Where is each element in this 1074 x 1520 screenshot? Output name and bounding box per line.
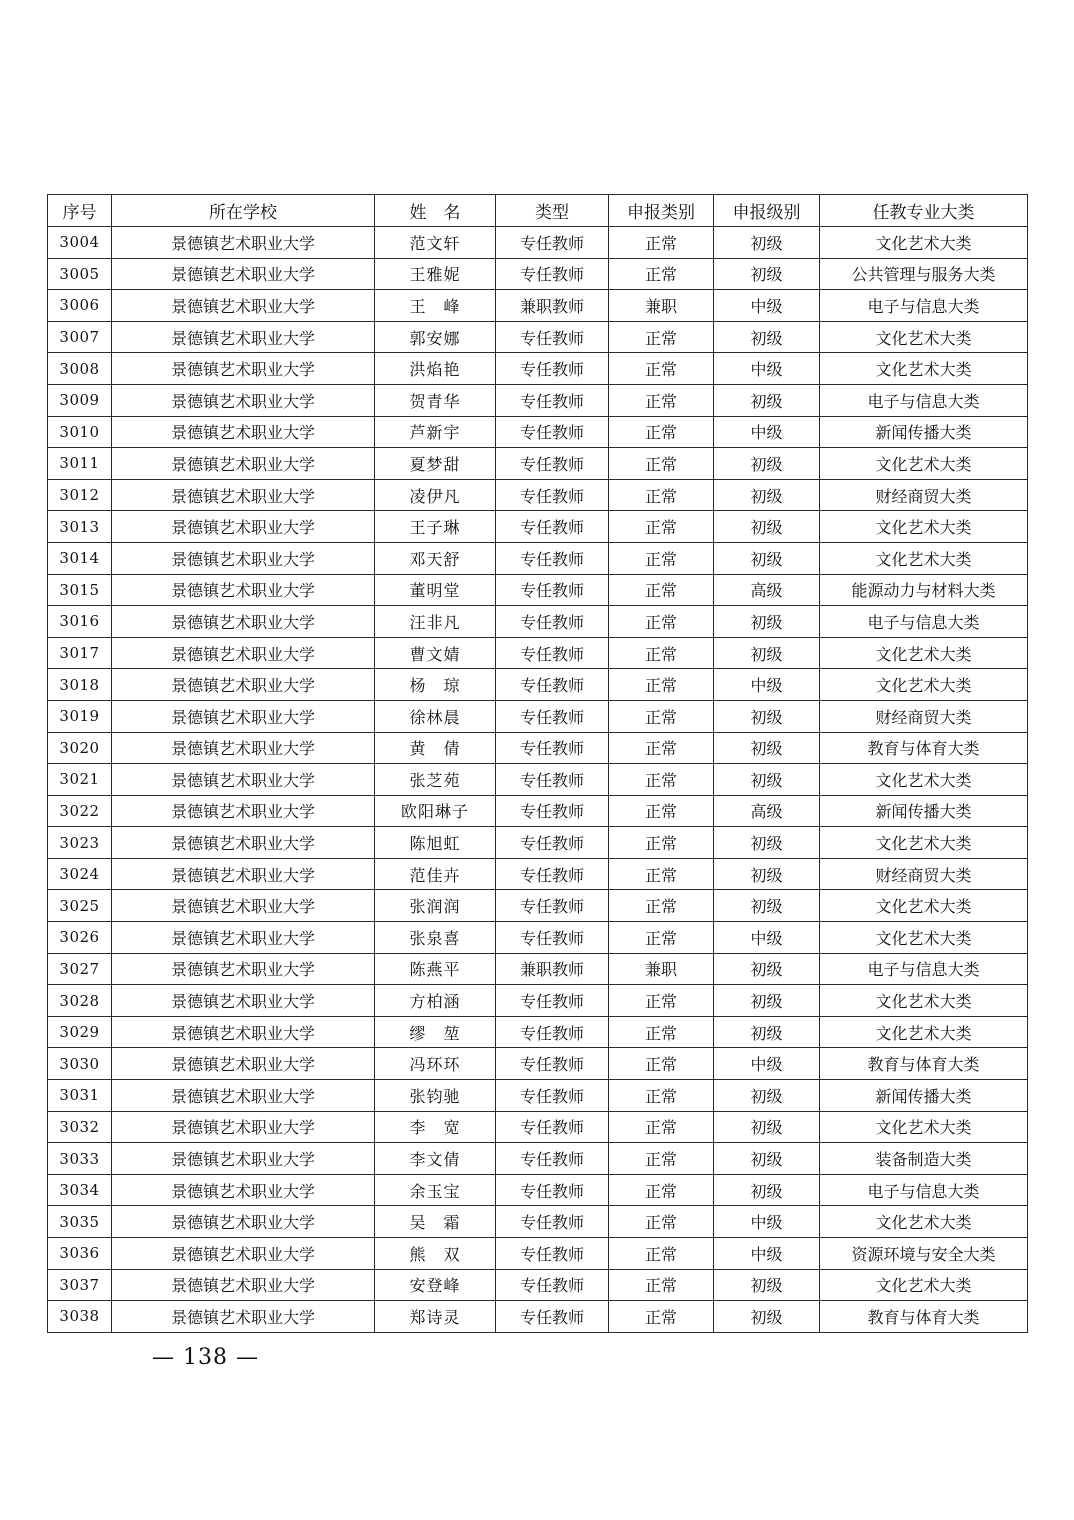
table-row: [48, 511, 1028, 543]
cell-school: 景德镇艺术职业大学: [112, 1206, 375, 1238]
cell-major-category: 文化艺术大类: [820, 669, 1028, 701]
cell-name: 王雅妮: [375, 258, 496, 290]
cell-seq: 3023: [48, 827, 112, 859]
cell-major-category: 文化艺术大类: [820, 448, 1028, 480]
cell-major-category: 教育与体育大类: [820, 732, 1028, 764]
cell-seq: 3005: [48, 258, 112, 290]
cell-major-category: 文化艺术大类: [820, 637, 1028, 669]
cell-name: 张泉喜: [375, 922, 496, 954]
cell-apply-category: 正常: [609, 448, 714, 480]
cell-apply-category: 正常: [609, 321, 714, 353]
cell-major-category: 文化艺术大类: [820, 1111, 1028, 1143]
cell-type: 专任教师: [496, 258, 609, 290]
cell-school: 景德镇艺术职业大学: [112, 542, 375, 574]
cell-apply-category: 兼职: [609, 290, 714, 322]
table-row: [48, 384, 1028, 416]
cell-apply-level: 初级: [714, 606, 820, 638]
cell-seq: 3038: [48, 1301, 112, 1333]
cell-apply-level: 中级: [714, 353, 820, 385]
cell-apply-level: 初级: [714, 1301, 820, 1333]
cell-apply-level: 初级: [714, 827, 820, 859]
cell-name: 李 宽: [375, 1111, 496, 1143]
cell-type: 专任教师: [496, 1143, 609, 1175]
cell-name: 洪焰艳: [375, 353, 496, 385]
cell-apply-level: 中级: [714, 1238, 820, 1270]
cell-seq: 3031: [48, 1080, 112, 1112]
cell-apply-category: 正常: [609, 1080, 714, 1112]
cell-apply-category: 正常: [609, 606, 714, 638]
cell-school: 景德镇艺术职业大学: [112, 353, 375, 385]
cell-seq: 3012: [48, 479, 112, 511]
cell-type: 专任教师: [496, 985, 609, 1017]
table-body: [48, 227, 1028, 1333]
table-row: [48, 448, 1028, 480]
table-row: [48, 1269, 1028, 1301]
cell-apply-category: 正常: [609, 1174, 714, 1206]
cell-type: 专任教师: [496, 542, 609, 574]
cell-apply-category: 正常: [609, 384, 714, 416]
cell-name: 汪非凡: [375, 606, 496, 638]
table-row: [48, 827, 1028, 859]
cell-major-category: 文化艺术大类: [820, 353, 1028, 385]
cell-apply-category: 正常: [609, 353, 714, 385]
cell-major-category: 文化艺术大类: [820, 1206, 1028, 1238]
cell-major-category: 文化艺术大类: [820, 511, 1028, 543]
cell-type: 专任教师: [496, 511, 609, 543]
cell-seq: 3034: [48, 1174, 112, 1206]
cell-school: 景德镇艺术职业大学: [112, 858, 375, 890]
header-seq: 序号: [48, 195, 112, 227]
cell-major-category: 新闻传播大类: [820, 1080, 1028, 1112]
cell-apply-category: 正常: [609, 890, 714, 922]
cell-school: 景德镇艺术职业大学: [112, 827, 375, 859]
cell-type: 专任教师: [496, 1238, 609, 1270]
cell-seq: 3018: [48, 669, 112, 701]
cell-seq: 3015: [48, 574, 112, 606]
cell-type: 专任教师: [496, 574, 609, 606]
cell-school: 景德镇艺术职业大学: [112, 953, 375, 985]
table-row: [48, 321, 1028, 353]
cell-apply-level: 中级: [714, 416, 820, 448]
cell-name: 范文轩: [375, 227, 496, 259]
cell-apply-category: 正常: [609, 1016, 714, 1048]
cell-apply-level: 初级: [714, 1269, 820, 1301]
table-row: [48, 1048, 1028, 1080]
cell-school: 景德镇艺术职业大学: [112, 1143, 375, 1175]
cell-type: 专任教师: [496, 890, 609, 922]
cell-type: 专任教师: [496, 732, 609, 764]
cell-major-category: 文化艺术大类: [820, 1016, 1028, 1048]
cell-seq: 3032: [48, 1111, 112, 1143]
cell-major-category: 能源动力与材料大类: [820, 574, 1028, 606]
cell-apply-level: 中级: [714, 922, 820, 954]
cell-school: 景德镇艺术职业大学: [112, 574, 375, 606]
cell-apply-level: 初级: [714, 1016, 820, 1048]
cell-name: 欧阳琳子: [375, 795, 496, 827]
cell-type: 专任教师: [496, 448, 609, 480]
cell-apply-level: 初级: [714, 732, 820, 764]
cell-seq: 3030: [48, 1048, 112, 1080]
table-row: [48, 890, 1028, 922]
cell-seq: 3027: [48, 953, 112, 985]
cell-apply-level: 高级: [714, 574, 820, 606]
table-row: [48, 1080, 1028, 1112]
cell-name: 吴 霜: [375, 1206, 496, 1238]
cell-seq: 3014: [48, 542, 112, 574]
cell-school: 景德镇艺术职业大学: [112, 290, 375, 322]
cell-major-category: 资源环境与安全大类: [820, 1238, 1028, 1270]
table-row: [48, 290, 1028, 322]
header-apply-category: 申报类别: [609, 195, 714, 227]
cell-type: 专任教师: [496, 1269, 609, 1301]
cell-school: 景德镇艺术职业大学: [112, 985, 375, 1017]
cell-apply-category: 正常: [609, 795, 714, 827]
cell-school: 景德镇艺术职业大学: [112, 700, 375, 732]
cell-apply-category: 正常: [609, 1238, 714, 1270]
cell-type: 专任教师: [496, 827, 609, 859]
cell-major-category: 装备制造大类: [820, 1143, 1028, 1175]
cell-apply-category: 正常: [609, 542, 714, 574]
cell-name: 夏梦甜: [375, 448, 496, 480]
cell-name: 安登峰: [375, 1269, 496, 1301]
cell-school: 景德镇艺术职业大学: [112, 606, 375, 638]
cell-name: 邓天舒: [375, 542, 496, 574]
cell-major-category: 文化艺术大类: [820, 542, 1028, 574]
cell-school: 景德镇艺术职业大学: [112, 1016, 375, 1048]
cell-major-category: 电子与信息大类: [820, 384, 1028, 416]
cell-name: 徐林晨: [375, 700, 496, 732]
table-row: [48, 1238, 1028, 1270]
roster-table: [47, 194, 1028, 1333]
cell-apply-level: 初级: [714, 858, 820, 890]
cell-apply-level: 初级: [714, 384, 820, 416]
cell-name: 缪 堃: [375, 1016, 496, 1048]
cell-type: 专任教师: [496, 1111, 609, 1143]
cell-seq: 3025: [48, 890, 112, 922]
cell-apply-category: 正常: [609, 479, 714, 511]
cell-apply-category: 正常: [609, 827, 714, 859]
cell-school: 景德镇艺术职业大学: [112, 1080, 375, 1112]
cell-major-category: 新闻传播大类: [820, 795, 1028, 827]
cell-name: 方柏涵: [375, 985, 496, 1017]
cell-name: 陈燕平: [375, 953, 496, 985]
cell-apply-level: 初级: [714, 448, 820, 480]
cell-apply-level: 中级: [714, 1206, 820, 1238]
cell-type: 专任教师: [496, 637, 609, 669]
cell-major-category: 文化艺术大类: [820, 1269, 1028, 1301]
cell-apply-level: 初级: [714, 890, 820, 922]
cell-major-category: 文化艺术大类: [820, 985, 1028, 1017]
cell-seq: 3010: [48, 416, 112, 448]
cell-apply-level: 高级: [714, 795, 820, 827]
cell-name: 杨 琼: [375, 669, 496, 701]
cell-seq: 3019: [48, 700, 112, 732]
cell-type: 专任教师: [496, 922, 609, 954]
cell-school: 景德镇艺术职业大学: [112, 384, 375, 416]
cell-apply-category: 正常: [609, 858, 714, 890]
cell-major-category: 电子与信息大类: [820, 1174, 1028, 1206]
table-row: [48, 227, 1028, 259]
cell-seq: 3016: [48, 606, 112, 638]
cell-school: 景德镇艺术职业大学: [112, 1238, 375, 1270]
cell-name: 王 峰: [375, 290, 496, 322]
cell-seq: 3009: [48, 384, 112, 416]
cell-name: 黄 倩: [375, 732, 496, 764]
cell-apply-level: 初级: [714, 1080, 820, 1112]
cell-school: 景德镇艺术职业大学: [112, 795, 375, 827]
cell-school: 景德镇艺术职业大学: [112, 764, 375, 796]
cell-apply-category: 正常: [609, 574, 714, 606]
table-row: [48, 606, 1028, 638]
cell-apply-category: 正常: [609, 637, 714, 669]
cell-type: 专任教师: [496, 321, 609, 353]
cell-apply-level: 中级: [714, 669, 820, 701]
cell-seq: 3028: [48, 985, 112, 1017]
cell-seq: 3033: [48, 1143, 112, 1175]
cell-apply-level: 初级: [714, 1111, 820, 1143]
cell-name: 贺青华: [375, 384, 496, 416]
cell-major-category: 教育与体育大类: [820, 1048, 1028, 1080]
cell-apply-level: 初级: [714, 637, 820, 669]
cell-apply-category: 正常: [609, 732, 714, 764]
cell-seq: 3035: [48, 1206, 112, 1238]
cell-school: 景德镇艺术职业大学: [112, 637, 375, 669]
cell-apply-category: 正常: [609, 227, 714, 259]
cell-type: 专任教师: [496, 669, 609, 701]
cell-seq: 3011: [48, 448, 112, 480]
cell-name: 曹文婧: [375, 637, 496, 669]
cell-school: 景德镇艺术职业大学: [112, 227, 375, 259]
table-row: [48, 542, 1028, 574]
cell-seq: 3026: [48, 922, 112, 954]
cell-school: 景德镇艺术职业大学: [112, 669, 375, 701]
cell-name: 张润润: [375, 890, 496, 922]
cell-name: 冯环环: [375, 1048, 496, 1080]
cell-name: 张芝苑: [375, 764, 496, 796]
cell-seq: 3021: [48, 764, 112, 796]
cell-type: 兼职教师: [496, 290, 609, 322]
cell-name: 凌伊凡: [375, 479, 496, 511]
cell-apply-category: 正常: [609, 1269, 714, 1301]
cell-apply-level: 初级: [714, 985, 820, 1017]
cell-school: 景德镇艺术职业大学: [112, 890, 375, 922]
cell-apply-category: 正常: [609, 1111, 714, 1143]
cell-type: 专任教师: [496, 858, 609, 890]
cell-major-category: 财经商贸大类: [820, 479, 1028, 511]
cell-school: 景德镇艺术职业大学: [112, 416, 375, 448]
cell-major-category: 文化艺术大类: [820, 922, 1028, 954]
cell-school: 景德镇艺术职业大学: [112, 321, 375, 353]
cell-apply-level: 初级: [714, 1174, 820, 1206]
cell-seq: 3020: [48, 732, 112, 764]
header-school: 所在学校: [112, 195, 375, 227]
table-row: [48, 637, 1028, 669]
cell-major-category: 文化艺术大类: [820, 321, 1028, 353]
cell-major-category: 公共管理与服务大类: [820, 258, 1028, 290]
table-row: [48, 953, 1028, 985]
table-row: [48, 1143, 1028, 1175]
cell-seq: 3007: [48, 321, 112, 353]
cell-seq: 3029: [48, 1016, 112, 1048]
cell-seq: 3004: [48, 227, 112, 259]
cell-school: 景德镇艺术职业大学: [112, 1301, 375, 1333]
cell-type: 兼职教师: [496, 953, 609, 985]
cell-type: 专任教师: [496, 700, 609, 732]
cell-apply-category: 正常: [609, 1143, 714, 1175]
cell-major-category: 文化艺术大类: [820, 227, 1028, 259]
cell-apply-category: 正常: [609, 1206, 714, 1238]
cell-apply-category: 正常: [609, 1301, 714, 1333]
header-name: 姓 名: [375, 195, 496, 227]
cell-apply-level: 初级: [714, 321, 820, 353]
cell-name: 芦新宇: [375, 416, 496, 448]
cell-apply-level: 初级: [714, 700, 820, 732]
cell-name: 陈旭虹: [375, 827, 496, 859]
cell-apply-category: 正常: [609, 764, 714, 796]
cell-apply-category: 正常: [609, 1048, 714, 1080]
cell-seq: 3008: [48, 353, 112, 385]
cell-type: 专任教师: [496, 1048, 609, 1080]
table-row: [48, 1016, 1028, 1048]
cell-name: 余玉宝: [375, 1174, 496, 1206]
table-row: [48, 700, 1028, 732]
cell-school: 景德镇艺术职业大学: [112, 1174, 375, 1206]
cell-seq: 3024: [48, 858, 112, 890]
cell-apply-level: 初级: [714, 764, 820, 796]
page-number: — 138 —: [152, 1345, 259, 1370]
table-row: [48, 1174, 1028, 1206]
cell-type: 专任教师: [496, 384, 609, 416]
table-row: [48, 985, 1028, 1017]
table-row: [48, 795, 1028, 827]
cell-major-category: 新闻传播大类: [820, 416, 1028, 448]
table-row: [48, 669, 1028, 701]
cell-apply-level: 中级: [714, 1048, 820, 1080]
cell-seq: 3037: [48, 1269, 112, 1301]
cell-type: 专任教师: [496, 227, 609, 259]
cell-seq: 3006: [48, 290, 112, 322]
cell-school: 景德镇艺术职业大学: [112, 258, 375, 290]
table-header-row: [48, 195, 1028, 227]
cell-name: 王子琳: [375, 511, 496, 543]
cell-major-category: 教育与体育大类: [820, 1301, 1028, 1333]
cell-seq: 3017: [48, 637, 112, 669]
cell-apply-level: 中级: [714, 290, 820, 322]
cell-major-category: 文化艺术大类: [820, 827, 1028, 859]
cell-name: 范佳卉: [375, 858, 496, 890]
cell-major-category: 文化艺术大类: [820, 764, 1028, 796]
cell-apply-category: 正常: [609, 985, 714, 1017]
table-row: [48, 353, 1028, 385]
header-apply-level: 申报级别: [714, 195, 820, 227]
cell-type: 专任教师: [496, 1016, 609, 1048]
cell-apply-category: 正常: [609, 669, 714, 701]
cell-type: 专任教师: [496, 606, 609, 638]
cell-school: 景德镇艺术职业大学: [112, 1048, 375, 1080]
cell-apply-level: 初级: [714, 542, 820, 574]
cell-type: 专任教师: [496, 1080, 609, 1112]
cell-school: 景德镇艺术职业大学: [112, 1111, 375, 1143]
cell-apply-category: 正常: [609, 511, 714, 543]
cell-apply-level: 初级: [714, 953, 820, 985]
cell-apply-level: 初级: [714, 511, 820, 543]
cell-apply-level: 初级: [714, 479, 820, 511]
cell-school: 景德镇艺术职业大学: [112, 732, 375, 764]
cell-school: 景德镇艺术职业大学: [112, 922, 375, 954]
cell-name: 郭安娜: [375, 321, 496, 353]
table-row: [48, 1111, 1028, 1143]
cell-name: 张钧驰: [375, 1080, 496, 1112]
cell-name: 郑诗灵: [375, 1301, 496, 1333]
cell-major-category: 财经商贸大类: [820, 858, 1028, 890]
cell-seq: 3036: [48, 1238, 112, 1270]
cell-apply-level: 初级: [714, 1143, 820, 1175]
header-type: 类型: [496, 195, 609, 227]
cell-major-category: 电子与信息大类: [820, 953, 1028, 985]
cell-type: 专任教师: [496, 795, 609, 827]
table-row: [48, 764, 1028, 796]
cell-seq: 3013: [48, 511, 112, 543]
table-row: [48, 479, 1028, 511]
table-row: [48, 416, 1028, 448]
cell-type: 专任教师: [496, 1301, 609, 1333]
cell-type: 专任教师: [496, 1174, 609, 1206]
cell-type: 专任教师: [496, 416, 609, 448]
cell-type: 专任教师: [496, 479, 609, 511]
cell-major-category: 文化艺术大类: [820, 890, 1028, 922]
cell-apply-category: 正常: [609, 258, 714, 290]
cell-school: 景德镇艺术职业大学: [112, 1269, 375, 1301]
cell-name: 李文倩: [375, 1143, 496, 1175]
table-row: [48, 732, 1028, 764]
cell-apply-level: 初级: [714, 227, 820, 259]
cell-name: 董明堂: [375, 574, 496, 606]
table-row: [48, 574, 1028, 606]
table-row: [48, 858, 1028, 890]
cell-school: 景德镇艺术职业大学: [112, 479, 375, 511]
cell-major-category: 财经商贸大类: [820, 700, 1028, 732]
table-row: [48, 1301, 1028, 1333]
cell-apply-category: 正常: [609, 416, 714, 448]
cell-type: 专任教师: [496, 764, 609, 796]
cell-school: 景德镇艺术职业大学: [112, 448, 375, 480]
table-row: [48, 1206, 1028, 1238]
cell-apply-level: 初级: [714, 258, 820, 290]
cell-seq: 3022: [48, 795, 112, 827]
header-major-category: 任教专业大类: [820, 195, 1028, 227]
cell-apply-category: 正常: [609, 700, 714, 732]
table-row: [48, 258, 1028, 290]
table-row: [48, 922, 1028, 954]
cell-school: 景德镇艺术职业大学: [112, 511, 375, 543]
cell-name: 熊 双: [375, 1238, 496, 1270]
cell-major-category: 电子与信息大类: [820, 606, 1028, 638]
cell-apply-category: 兼职: [609, 953, 714, 985]
cell-apply-category: 正常: [609, 922, 714, 954]
cell-type: 专任教师: [496, 353, 609, 385]
cell-major-category: 电子与信息大类: [820, 290, 1028, 322]
cell-type: 专任教师: [496, 1206, 609, 1238]
